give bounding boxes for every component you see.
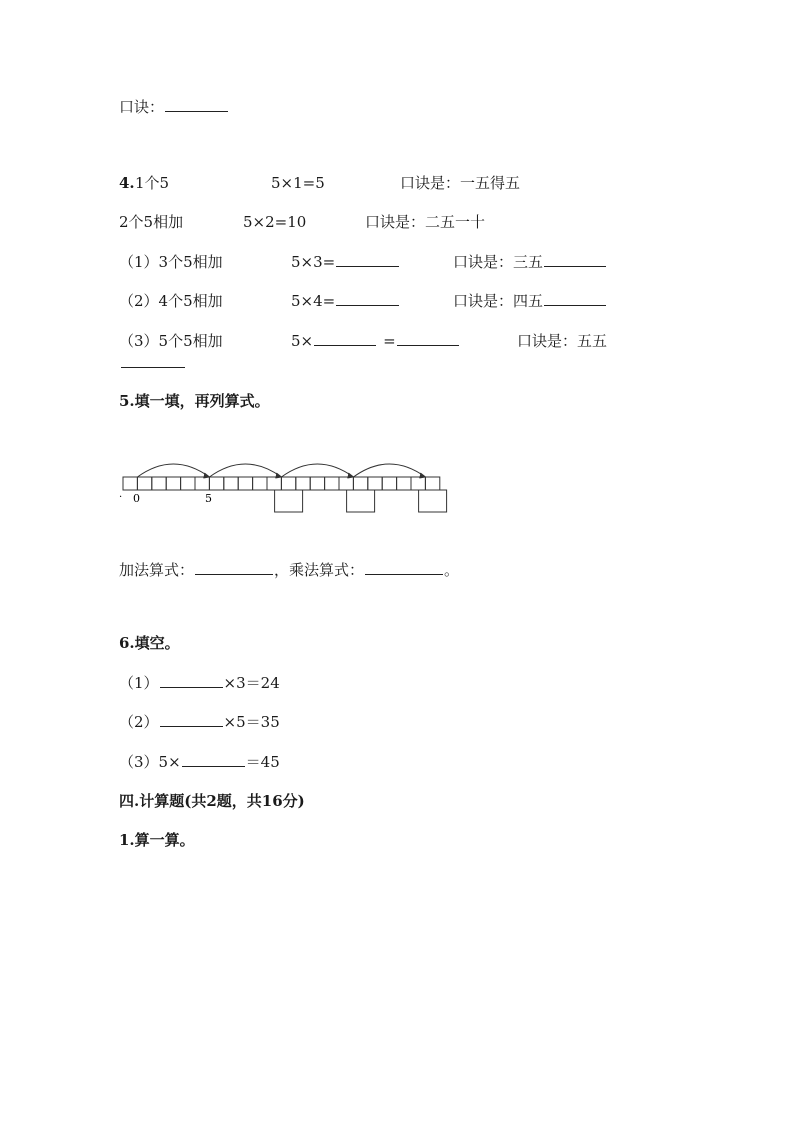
number-line-cell: [123, 477, 137, 490]
item2-label: （2）4个5相加: [119, 292, 223, 310]
number-line-cell: [267, 477, 281, 490]
item3-label: （3）5个5相加: [119, 332, 223, 350]
jump-arc: [281, 464, 353, 477]
answer-blank[interactable]: [336, 291, 399, 306]
number-line-cell: [353, 477, 367, 490]
number-line-cell: [181, 477, 195, 490]
tick-mark: .: [119, 489, 123, 500]
answer-blank[interactable]: [314, 331, 376, 346]
answer-blank[interactable]: [397, 331, 459, 346]
q6-item2-prefix: （2）: [119, 713, 159, 731]
q5-title: 5.填一填，再列算式。: [119, 392, 270, 410]
answer-box[interactable]: [275, 490, 303, 512]
number-line-cells: [123, 477, 440, 490]
q6-item-2: [119, 712, 280, 732]
jump-arc: [353, 464, 425, 477]
arrow-head-icon: [203, 473, 209, 478]
number-line-cell: [281, 477, 295, 490]
comma: ，: [274, 561, 290, 579]
q4-number: 4.: [119, 174, 135, 192]
calc1-title: 1.算一算。: [119, 831, 195, 849]
number-line-cell: [137, 477, 151, 490]
answer-blank[interactable]: [336, 252, 399, 267]
number-line-cell: [296, 477, 310, 490]
example2-koujue: 口诀是：二五一十: [365, 213, 486, 231]
number-line-cell: [209, 477, 223, 490]
number-line-cell: [253, 477, 267, 490]
number-line-diagram: [118, 456, 448, 518]
example2-text: 2个5相加: [119, 213, 184, 231]
koujue-label: 口诀：: [119, 98, 165, 116]
example1-text: 1个5: [135, 174, 170, 192]
item1-koujue: 口诀是：三五: [453, 253, 544, 271]
q6-item3-prefix: （3）5×: [119, 753, 181, 771]
section4-title: 四.计算题(共2题，共16分): [119, 792, 305, 810]
answer-blank[interactable]: [160, 673, 223, 688]
q6-item3-suffix: ＝45: [245, 753, 280, 771]
koujue-line: [119, 97, 229, 117]
jump-arc: [209, 464, 281, 477]
number-line-cell: [166, 477, 180, 490]
end-mark: 。: [444, 561, 460, 579]
arrow-head-icon: [419, 473, 425, 478]
arrow-head-icon: [275, 473, 281, 478]
number-line-cell: [238, 477, 252, 490]
number-line-cell: [152, 477, 166, 490]
item2-koujue: 口诀是：四五: [453, 292, 544, 310]
number-line-cell: [195, 477, 209, 490]
number-line-cell: [310, 477, 324, 490]
answer-box[interactable]: [419, 490, 447, 512]
arrow-head-icon: [347, 473, 353, 478]
addition-label: 加法算式：: [119, 561, 195, 579]
multiplication-label: 乘法算式：: [289, 561, 365, 579]
number-line-cell: [368, 477, 382, 490]
answer-boxes: [275, 490, 447, 512]
item1-formula: 5×3=: [291, 253, 336, 271]
number-line-cell: [339, 477, 353, 490]
tick-label-5: 5: [205, 492, 212, 505]
q6-title: 6.填空。: [119, 634, 180, 652]
q6-item-1: [119, 673, 280, 693]
q6-item2-suffix: ×5＝35: [223, 713, 280, 731]
item3-formula-prefix: 5×: [291, 332, 314, 350]
item3-koujue: 口诀是：五五: [517, 332, 608, 350]
answer-blank[interactable]: [165, 97, 228, 112]
multiplication-blank[interactable]: [365, 560, 443, 575]
jump-arc: [137, 464, 209, 477]
item1-label: （1）3个5相加: [119, 253, 223, 271]
tick-label-0: 0: [133, 492, 140, 505]
answer-blank[interactable]: [544, 291, 606, 306]
item2-formula: 5×4=: [291, 292, 336, 310]
q5-formula-line: [119, 560, 459, 580]
example1-formula: 5×1=5: [271, 174, 325, 192]
q6-item-3: [119, 752, 280, 772]
number-line-cell: [224, 477, 238, 490]
answer-blank[interactable]: [182, 752, 245, 767]
answer-blank[interactable]: [160, 712, 223, 727]
answer-box[interactable]: [347, 490, 375, 512]
number-line-cell: [397, 477, 411, 490]
answer-blank[interactable]: [544, 252, 606, 267]
number-line-cell: [411, 477, 425, 490]
example1-koujue: 口诀是：一五得五: [400, 174, 521, 192]
example2-formula: 5×2=10: [243, 213, 307, 231]
item3-formula-eq: =: [383, 332, 396, 350]
jump-arcs: [137, 464, 425, 478]
q6-item1-suffix: ×3＝24: [223, 674, 280, 692]
number-line-cell: [425, 477, 439, 490]
answer-blank[interactable]: [121, 353, 185, 368]
addition-blank[interactable]: [195, 560, 273, 575]
q6-item1-prefix: （1）: [119, 674, 159, 692]
number-line-cell: [325, 477, 339, 490]
number-line-cell: [382, 477, 396, 490]
